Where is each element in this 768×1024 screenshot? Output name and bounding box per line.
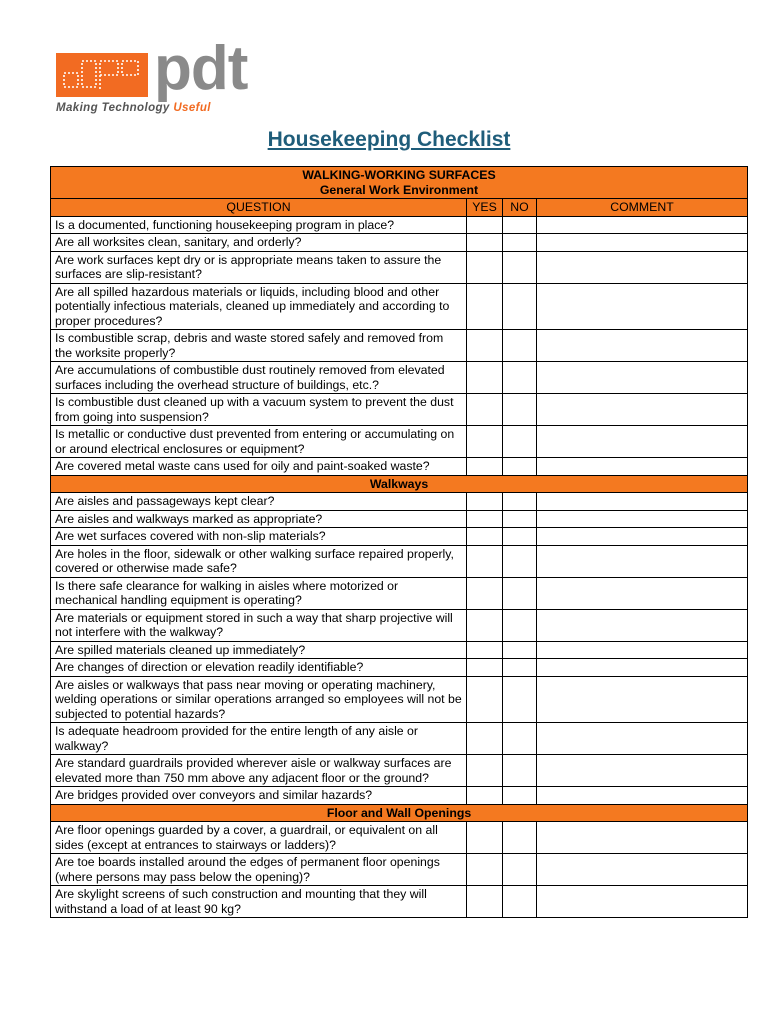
table-row — [51, 493, 748, 511]
comment-cell[interactable] — [537, 609, 748, 641]
comment-cell[interactable] — [537, 510, 748, 528]
no-checkbox-cell[interactable] — [503, 251, 537, 283]
question-cell: Are floor openings guarded by a cover, a guardrail, or equivalent on all sides (except at entrances to stairways or ladders)? — [51, 822, 467, 854]
question-cell: Are spilled materials cleaned up immediately? — [51, 641, 467, 659]
yes-checkbox-cell[interactable] — [467, 528, 503, 546]
comment-cell[interactable] — [537, 545, 748, 577]
table-row — [51, 577, 748, 609]
no-checkbox-cell[interactable] — [503, 493, 537, 511]
no-checkbox-cell[interactable] — [503, 886, 537, 918]
column-header-question: QUESTION — [51, 199, 467, 217]
no-checkbox-cell[interactable] — [503, 283, 537, 330]
no-checkbox-cell[interactable] — [503, 216, 537, 234]
no-checkbox-cell[interactable] — [503, 609, 537, 641]
no-checkbox-cell[interactable] — [503, 528, 537, 546]
logo-tagline — [56, 102, 211, 114]
yes-checkbox-cell[interactable] — [467, 854, 503, 886]
no-checkbox-cell[interactable] — [503, 822, 537, 854]
yes-checkbox-cell[interactable] — [467, 641, 503, 659]
column-header-row — [51, 199, 748, 217]
yes-checkbox-cell[interactable] — [467, 394, 503, 426]
question-cell: Is combustible scrap, debris and waste stored safely and removed from the worksite properly? — [51, 330, 467, 362]
yes-checkbox-cell[interactable] — [467, 676, 503, 723]
comment-cell[interactable] — [537, 577, 748, 609]
no-checkbox-cell[interactable] — [503, 755, 537, 787]
yes-checkbox-cell[interactable] — [467, 659, 503, 677]
section-subtitle: General Work Environment — [319, 182, 479, 197]
no-checkbox-cell[interactable] — [503, 854, 537, 886]
comment-cell[interactable] — [537, 755, 748, 787]
comment-cell[interactable] — [537, 251, 748, 283]
table-row — [51, 641, 748, 659]
no-checkbox-cell[interactable] — [503, 676, 537, 723]
table-row — [51, 659, 748, 677]
section-title: Floor and Wall Openings — [51, 804, 748, 822]
yes-checkbox-cell[interactable] — [467, 787, 503, 805]
question-cell: Are changes of direction or elevation readily identifiable? — [51, 659, 467, 677]
question-cell: Are toe boards installed around the edges of permanent floor openings (where persons may pass below the opening)? — [51, 854, 467, 886]
comment-cell[interactable] — [537, 362, 748, 394]
comment-cell[interactable] — [537, 676, 748, 723]
no-checkbox-cell[interactable] — [503, 545, 537, 577]
question-cell: Are wet surfaces covered with non-slip materials? — [51, 528, 467, 546]
table-row — [51, 822, 748, 854]
table-row — [51, 234, 748, 252]
comment-cell[interactable] — [537, 493, 748, 511]
company-logo — [56, 34, 256, 116]
section-header — [51, 804, 748, 822]
yes-checkbox-cell[interactable] — [467, 283, 503, 330]
question-cell: Are aisles and walkways marked as appropriate? — [51, 510, 467, 528]
comment-cell[interactable] — [537, 426, 748, 458]
yes-checkbox-cell[interactable] — [467, 609, 503, 641]
yes-checkbox-cell[interactable] — [467, 426, 503, 458]
question-cell: Are bridges provided over conveyors and similar hazards? — [51, 787, 467, 805]
question-cell: Are standard guardrails provided wherever aisle or walkway surfaces are elevated more than 750 mm above any adjacent floor or the ground? — [51, 755, 467, 787]
table-row — [51, 251, 748, 283]
no-checkbox-cell[interactable] — [503, 426, 537, 458]
logo-tagline-main: Making Technology — [56, 102, 170, 114]
table-row — [51, 787, 748, 805]
no-checkbox-cell[interactable] — [503, 723, 537, 755]
yes-checkbox-cell[interactable] — [467, 234, 503, 252]
no-checkbox-cell[interactable] — [503, 577, 537, 609]
yes-checkbox-cell[interactable] — [467, 886, 503, 918]
question-cell: Are accumulations of combustible dust routinely removed from elevated surfaces including the overhead structure of buildings, etc.? — [51, 362, 467, 394]
no-checkbox-cell[interactable] — [503, 394, 537, 426]
question-cell: Is there safe clearance for walking in aisles where motorized or mechanical handling equipment is operating? — [51, 577, 467, 609]
comment-cell[interactable] — [537, 528, 748, 546]
yes-checkbox-cell[interactable] — [467, 723, 503, 755]
table-row — [51, 528, 748, 546]
table-row — [51, 394, 748, 426]
yes-checkbox-cell[interactable] — [467, 510, 503, 528]
column-header-no: NO — [503, 199, 537, 217]
question-cell: Are materials or equipment stored in such a way that sharp projective will not interfere with the walkway? — [51, 609, 467, 641]
yes-checkbox-cell[interactable] — [467, 545, 503, 577]
table-row — [51, 510, 748, 528]
yes-checkbox-cell[interactable] — [467, 458, 503, 476]
page-title: Housekeeping Checklist — [267, 128, 511, 151]
table-row — [51, 755, 748, 787]
yes-checkbox-cell[interactable] — [467, 330, 503, 362]
table-row — [51, 283, 748, 330]
no-checkbox-cell[interactable] — [503, 458, 537, 476]
no-checkbox-cell[interactable] — [503, 659, 537, 677]
yes-checkbox-cell[interactable] — [467, 251, 503, 283]
question-cell: Are all spilled hazardous materials or liquids, including blood and other potentially infectious materials, cleaned up immediately and according to proper procedures? — [51, 283, 467, 330]
table-row — [51, 886, 748, 918]
comment-cell[interactable] — [537, 458, 748, 476]
question-cell: Is metallic or conductive dust prevented from entering or accumulating on or around electrical enclosures or equipment? — [51, 426, 467, 458]
table-row — [51, 723, 748, 755]
no-checkbox-cell[interactable] — [503, 787, 537, 805]
no-checkbox-cell[interactable] — [503, 510, 537, 528]
question-cell: Is combustible dust cleaned up with a vacuum system to prevent the dust from going into suspension? — [51, 394, 467, 426]
yes-checkbox-cell[interactable] — [467, 493, 503, 511]
section-title: WALKING-WORKING SURFACES — [302, 168, 496, 182]
comment-cell[interactable] — [537, 659, 748, 677]
table-row — [51, 545, 748, 577]
logo-wordmark: pdt — [154, 34, 248, 103]
section-header — [51, 475, 748, 493]
table-row — [51, 216, 748, 234]
no-checkbox-cell[interactable] — [503, 362, 537, 394]
question-cell: Is a documented, functioning housekeeping program in place? — [51, 216, 467, 234]
question-cell: Are covered metal waste cans used for oily and paint-soaked waste? — [51, 458, 467, 476]
section-title: Walkways — [51, 475, 748, 493]
table-row — [51, 426, 748, 458]
question-cell: Are all worksites clean, sanitary, and orderly? — [51, 234, 467, 252]
no-checkbox-cell[interactable] — [503, 234, 537, 252]
yes-checkbox-cell[interactable] — [467, 216, 503, 234]
table-row — [51, 458, 748, 476]
comment-cell[interactable] — [537, 234, 748, 252]
table-row — [51, 676, 748, 723]
comment-cell[interactable] — [537, 886, 748, 918]
comment-cell[interactable] — [537, 723, 748, 755]
comment-cell[interactable] — [537, 283, 748, 330]
question-cell: Are holes in the floor, sidewalk or other walking surface repaired properly, covered or otherwise made safe? — [51, 545, 467, 577]
section-header-walking-working — [51, 167, 748, 199]
question-cell: Is adequate headroom provided for the entire length of any aisle or walkway? — [51, 723, 467, 755]
logo-mark-icon — [56, 53, 148, 97]
comment-cell[interactable] — [537, 394, 748, 426]
checklist-table — [50, 166, 748, 918]
question-cell: Are work surfaces kept dry or is appropriate means taken to assure the surfaces are slip-resistant? — [51, 251, 467, 283]
comment-cell[interactable] — [537, 641, 748, 659]
yes-checkbox-cell[interactable] — [467, 362, 503, 394]
yes-checkbox-cell[interactable] — [467, 577, 503, 609]
question-cell: Are aisles and passageways kept clear? — [51, 493, 467, 511]
comment-cell[interactable] — [537, 216, 748, 234]
column-header-yes: YES — [467, 199, 503, 217]
table-row — [51, 609, 748, 641]
column-header-comment: COMMENT — [537, 199, 748, 217]
question-cell: Are aisles or walkways that pass near moving or operating machinery, welding operations or similar operations arranged so employees will not be subjected to potential hazards? — [51, 676, 467, 723]
no-checkbox-cell[interactable] — [503, 330, 537, 362]
comment-cell[interactable] — [537, 787, 748, 805]
comment-cell[interactable] — [537, 854, 748, 886]
yes-checkbox-cell[interactable] — [467, 755, 503, 787]
yes-checkbox-cell[interactable] — [467, 822, 503, 854]
table-row — [51, 362, 748, 394]
table-row — [51, 854, 748, 886]
logo-tagline-accent: Useful — [173, 102, 211, 114]
comment-cell[interactable] — [537, 822, 748, 854]
no-checkbox-cell[interactable] — [503, 641, 537, 659]
comment-cell[interactable] — [537, 330, 748, 362]
question-cell: Are skylight screens of such construction and mounting that they will withstand a load of at least 90 kg? — [51, 886, 467, 918]
table-row — [51, 330, 748, 362]
